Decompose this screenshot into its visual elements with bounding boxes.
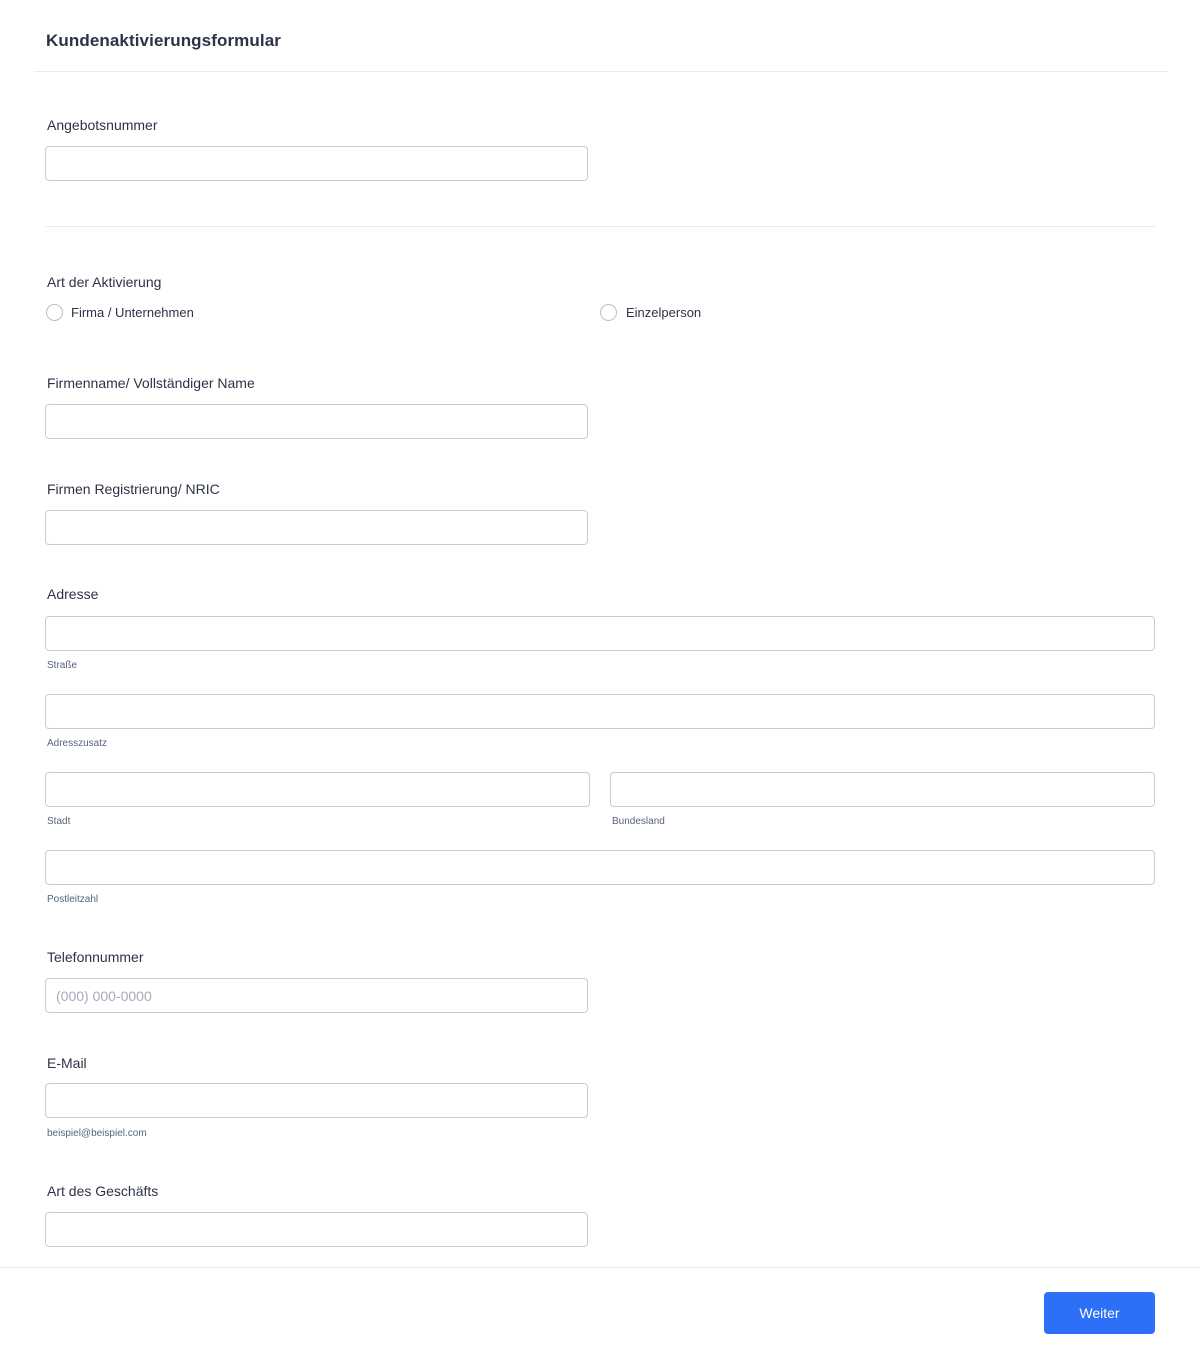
address-line2-input[interactable] (45, 694, 1155, 729)
email-sublabel: beispiel@beispiel.com (47, 1128, 147, 1139)
city-input[interactable] (45, 772, 590, 807)
registration-input[interactable] (45, 510, 588, 545)
radio-circle-company[interactable] (46, 304, 63, 321)
radio-label-company: Firma / Unternehmen (71, 305, 194, 320)
email-label: E-Mail (47, 1055, 87, 1071)
offer-number-input[interactable] (45, 146, 588, 181)
street-input[interactable] (45, 616, 1155, 651)
radio-option-individual[interactable] (600, 304, 701, 321)
state-sublabel: Bundesland (612, 816, 665, 827)
radio-circle-individual[interactable] (600, 304, 617, 321)
next-button[interactable]: Weiter (1044, 1292, 1155, 1334)
city-sublabel: Stadt (47, 816, 71, 827)
street-sublabel: Straße (47, 660, 78, 671)
registration-label: Firmen Registrierung/ NRIC (47, 481, 220, 497)
address-label: Adresse (47, 586, 99, 602)
activation-type-label: Art der Aktivierung (47, 274, 162, 290)
offer-number-label: Angebotsnummer (47, 117, 158, 133)
address-line2-sublabel: Adresszusatz (47, 738, 108, 749)
company-name-input[interactable] (45, 404, 588, 439)
email-input[interactable] (45, 1083, 588, 1118)
postal-code-input[interactable] (45, 850, 1155, 885)
form-title: Kundenaktivierungsformular (46, 31, 281, 50)
header-divider (34, 71, 1167, 72)
phone-input[interactable] (45, 978, 588, 1013)
business-type-input[interactable] (45, 1212, 588, 1247)
business-type-label: Art des Geschäfts (47, 1183, 159, 1199)
footer-divider (0, 1267, 1200, 1268)
radio-option-company[interactable] (46, 304, 194, 321)
section-divider (46, 226, 1155, 227)
phone-label: Telefonnummer (47, 949, 144, 965)
state-input[interactable] (610, 772, 1155, 807)
postal-code-sublabel: Postleitzahl (47, 894, 99, 905)
company-name-label: Firmenname/ Vollständiger Name (47, 375, 255, 391)
radio-label-individual: Einzelperson (626, 305, 702, 320)
